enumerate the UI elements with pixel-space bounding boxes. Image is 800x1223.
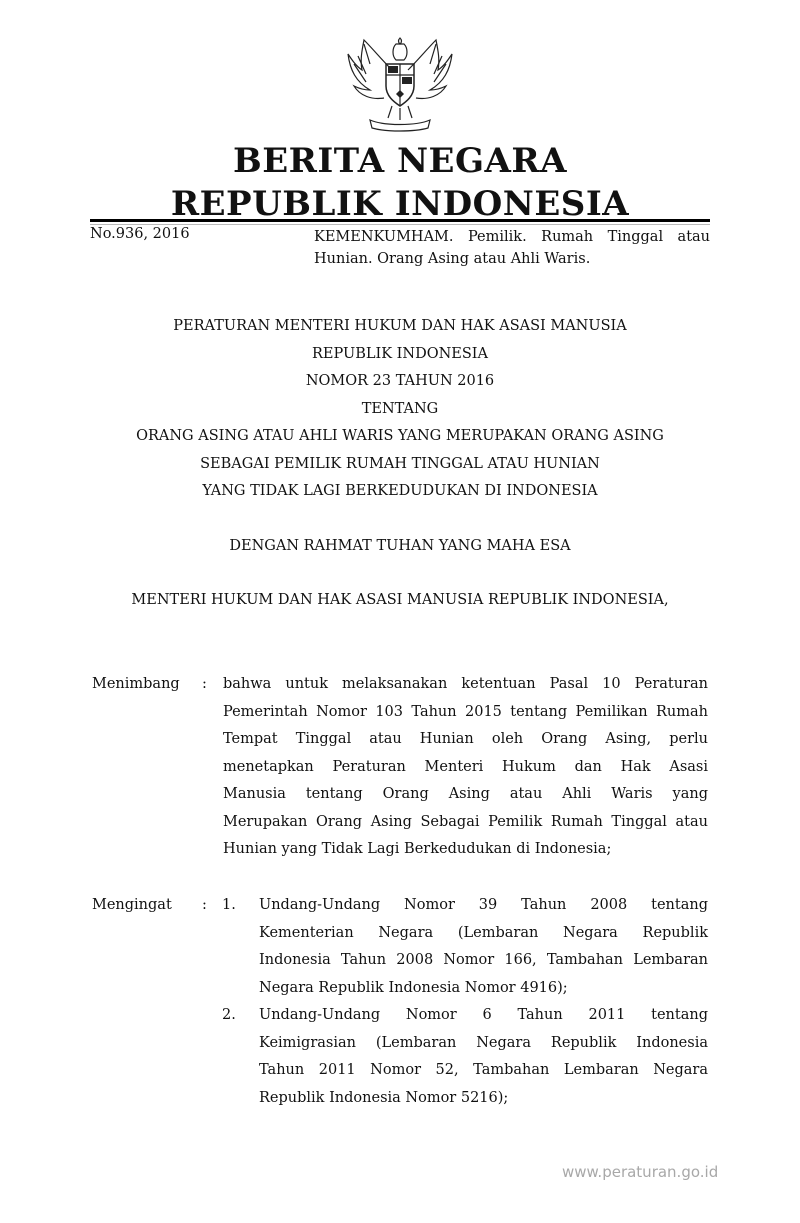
title-line: REPUBLIK INDONESIA (311, 345, 488, 362)
text-line: Hunian yang Tidak Lagi Berkedudukan di Indonesia; (223, 841, 612, 857)
menimbang-section (92, 671, 710, 871)
text-line: Undang-Undang Nomor 39 Tahun 2008 tentang (259, 897, 708, 913)
text-line: bahwa untuk melaksanakan ketentuan Pasal 10 Peraturan (223, 676, 708, 692)
title-line: SEBAGAI PEMILIK RUMAH TINGGAL ATAU HUNIAN (200, 455, 600, 472)
title-line: YANG TIDAK LAGI BERKEDUDUKAN DI INDONESIA (202, 483, 598, 499)
item-number: 1. (222, 897, 236, 913)
title-line: NOMOR 23 TAHUN 2016 (305, 373, 495, 389)
title-line: ORANG ASING ATAU AHLI WARIS YANG MERUPAKAN ORANG ASING (136, 428, 664, 444)
colon: : (202, 897, 207, 913)
text-line: Pemerintah Nomor 103 Tahun 2015 tentang Pemilikan Rumah (223, 703, 708, 720)
title-line: PERATURAN MENTERI HUKUM DAN HAK ASASI MANUSIA (173, 318, 627, 334)
masthead-title-line2: REPUBLIK INDONESIA (170, 184, 630, 224)
summary-line: KEMENKUMHAM. Pemilik. Rumah Tinggal atau (314, 229, 710, 245)
website-watermark: www.peraturan.go.id (562, 1163, 719, 1181)
masthead-title-line1: BERITA NEGARA (232, 141, 567, 181)
gazette-summary (314, 226, 710, 270)
colon: : (202, 676, 207, 692)
text-line: Undang-Undang Nomor 6 Tahun 2011 tentang (259, 1007, 708, 1023)
text-line: Merupakan Orang Asing Sebagai Pemilik Rumah Tinggal atau (223, 813, 708, 830)
garuda-pancasila-emblem-icon (342, 30, 458, 136)
regulation-title (90, 313, 710, 506)
text-line: Tempat Tinggal atau Hunian oleh Orang Asing, perlu (223, 731, 708, 747)
gazette-number: No.936, 2016 (90, 226, 190, 242)
mengingat-section (92, 892, 710, 1122)
summary-line: Hunian. Orang Asing atau Ahli Waris. (314, 251, 591, 267)
menteri-line: MENTERI HUKUM DAN HAK ASASI MANUSIA REPUBLIK INDONESIA, (131, 592, 669, 608)
menimbang-text (223, 671, 708, 864)
header-rule-thin (90, 224, 710, 225)
menimbang-label: Menimbang (92, 676, 180, 692)
text-line: Manusia tentang Orang Asing atau Ahli Waris yang (223, 786, 708, 802)
text-line: Negara Republik Indonesia Nomor 4916); (259, 979, 568, 996)
text-line: Republik Indonesia Nomor 5216); (259, 1089, 509, 1106)
header-rule (90, 219, 710, 222)
mengingat-item (259, 892, 708, 1002)
text-line: Tahun 2011 Nomor 52, Tambahan Lembaran Negara (259, 1062, 708, 1078)
text-line: Indonesia Tahun 2008 Nomor 166, Tambahan Lembaran (259, 952, 708, 968)
text-line: Kementerian Negara (Lembaran Negara Republik (259, 924, 708, 941)
item-number: 2. (222, 1007, 236, 1023)
rahmat-line: DENGAN RAHMAT TUHAN YANG MAHA ESA (229, 538, 571, 554)
mengingat-label: Mengingat (92, 897, 172, 913)
text-line: Keimigrasian (Lembaran Negara Republik Indonesia (259, 1034, 708, 1051)
text-line: menetapkan Peraturan Menteri Hukum dan Hak Asasi (223, 758, 708, 775)
mengingat-item (259, 1002, 708, 1112)
title-line: TENTANG (361, 400, 439, 417)
